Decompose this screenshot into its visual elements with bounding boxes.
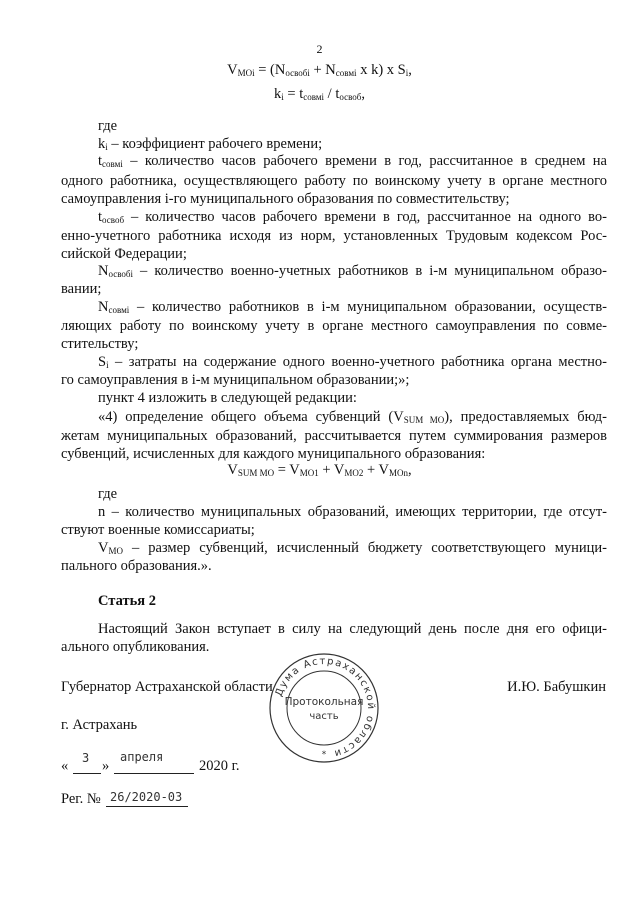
date-close-quote: » [102, 758, 110, 774]
definition-n-line1: n – количество муниципальных образований, имеющих территории, где отсут- [98, 504, 607, 520]
definition-subscript: совмi [102, 159, 123, 169]
stamp-line2: часть [309, 711, 339, 722]
formula-subscript: MO1 [299, 468, 319, 478]
reg-underline [106, 806, 188, 807]
definition-text: – количество работников в i-м муниципальном образовании, осуществ- [129, 299, 607, 315]
formula-text: + V [318, 462, 345, 478]
definition-subscript: i [106, 360, 109, 370]
date-year: 2020 г. [199, 758, 240, 774]
formula-ki [0, 86, 639, 103]
definition-subscript: освоб [102, 215, 125, 225]
date-month-underline [114, 773, 194, 774]
date-day-underline [73, 773, 101, 774]
definition-text: – коэффициент рабочего времени; [107, 136, 323, 152]
formula-text: = (N [254, 62, 286, 78]
stamp-ring-text: Дума Астраханской области [273, 655, 377, 760]
definition-text: – количество часов рабочего времени в год, рассчитанное на одного во- [124, 209, 607, 225]
definition-symbol: t [98, 209, 103, 225]
formula-subscript: совмi [335, 68, 357, 78]
article-text-line1: Настоящий Закон вступает в силу на следующий день после дня его офици- [98, 621, 607, 637]
governor-title: Губернатор Астраханской области [61, 679, 273, 695]
formula-text: / t [324, 86, 340, 102]
where-label: где [98, 118, 118, 134]
formula-subscript: i [281, 92, 284, 102]
definition-nsovm-line3: стительству; [61, 336, 139, 352]
formula-text: = t [283, 86, 304, 102]
formula-text: + N [309, 62, 336, 78]
paragraph-text: ), предоставляемых бюд- [444, 409, 607, 425]
definition-subscript: освобi [108, 269, 133, 279]
stamp-star: * [321, 750, 327, 760]
definition-tosvob-line3: сийской Федерации; [61, 246, 187, 262]
formula-subscript: i [405, 68, 409, 78]
formula-subscript: освоб [339, 92, 362, 102]
article-title: Статья 2 [98, 593, 156, 609]
definition-symbol: t [98, 153, 103, 169]
definition-text: – затраты на содержание одного военно-учетного работника органа местно- [108, 354, 607, 370]
definition-s-line2: го самоуправления в i-м муниципальном образовании;»; [61, 372, 410, 388]
formula-subscript: совмi [303, 92, 325, 102]
formula-vsum [0, 462, 639, 479]
definition-tsovm-line1 [98, 152, 607, 174]
definition-symbol: N [98, 263, 109, 279]
where-label: где [98, 486, 118, 502]
formula-subscript: SUM MO [237, 468, 275, 478]
definition-text: – количество часов рабочего времени в год, рассчитанное в среднем на [122, 153, 607, 169]
stamp-line1: Протокольная [284, 696, 364, 708]
formula-text: , [408, 62, 412, 78]
formula-text: = V [274, 462, 300, 478]
formula-text: + V [363, 462, 390, 478]
paragraph4-line2: жетам муниципальных образований, рассчитывается путем суммирования размеров [61, 428, 607, 444]
definition-symbol: S [98, 354, 107, 370]
punkt4-instruction: пункт 4 изложить в следующей редакции: [98, 390, 357, 406]
definition-symbol: N [98, 299, 109, 315]
formula-subscript: MOn [389, 468, 409, 478]
formula-subscript: освобi [285, 68, 310, 78]
definition-tsovm-line2: одного работника, осуществляющего работу по воинскому учету в органе местного [61, 173, 607, 189]
article-text-line2: ального опубликования. [61, 639, 210, 655]
formula-subscript: MOi [237, 68, 255, 78]
formula-text: x k) x S [356, 62, 406, 78]
governor-name: И.Ю. Бабушкин [507, 679, 606, 695]
date-open-quote: « [61, 758, 69, 774]
page-number: 2 [316, 42, 323, 56]
formula-text: , [361, 86, 365, 102]
reg-number: 26/2020-03 [110, 790, 183, 804]
date-day: 3 [82, 751, 90, 765]
paragraph4-line3: субвенций, исчисленных для каждого муниципального образования: [61, 446, 486, 462]
definition-symbol: V [98, 540, 109, 556]
definition-nsovm-line2: ляющих работу по воинскому учету в органе местного самоуправления по совме- [61, 318, 607, 334]
stamp-graphic [268, 652, 380, 764]
definition-vmo-line2: пального образования.». [61, 558, 212, 574]
definition-text: – размер субвенций, исчисленный бюджету соответствующего муници- [123, 540, 607, 556]
definition-symbol: k [98, 136, 106, 152]
definition-subscript: i [105, 142, 108, 152]
definition-subscript: совмi [108, 305, 130, 315]
formula-vmoi [0, 62, 639, 79]
definition-nosvob-line2: вании; [61, 281, 102, 297]
paragraph-text: «4) определение общего объема субвенций (V [98, 409, 404, 425]
definition-tsovm-line3: самоуправления i-го муниципального образования по совместительству; [61, 191, 510, 207]
formula-symbol: V [227, 462, 238, 478]
protocol-stamp [268, 652, 380, 764]
formula-text: , [408, 462, 412, 478]
definition-n-line2: ствуют военные комиссариаты; [61, 522, 255, 538]
definition-subscript: MO [108, 546, 123, 556]
paragraph-subscript: SUM MO [403, 415, 445, 425]
formula-symbol: k [274, 86, 282, 102]
definition-text: – количество военно-учетных работников в i-м муниципальном образо- [132, 263, 607, 279]
date-month: апреля [120, 750, 164, 764]
city: г. Астрахань [61, 717, 138, 733]
formula-subscript: MO2 [344, 468, 364, 478]
definition-tosvob-line2: енно-учетного работника исходя из норм, установленных Трудовым кодексом Рос- [61, 228, 607, 244]
formula-symbol: V [227, 62, 238, 78]
reg-label: Рег. № [61, 791, 101, 807]
